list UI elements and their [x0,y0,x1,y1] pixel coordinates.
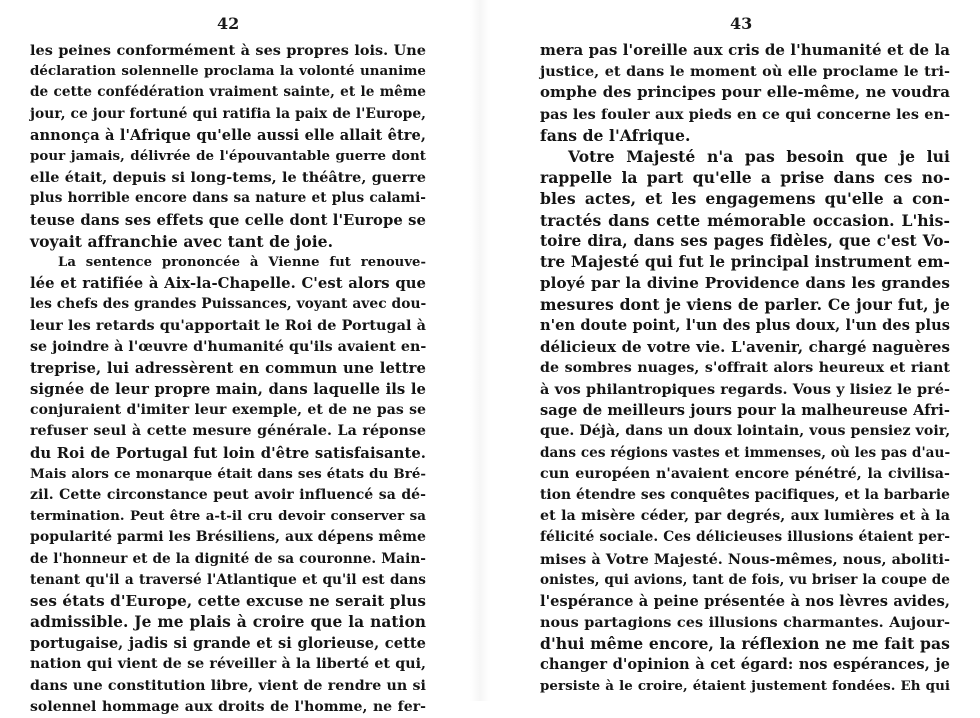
text-line: dans ces régions vastes et immenses, où les pas d'au- [540,444,951,461]
text-line: délicieux de votre vie. L'avenir, chargé naguères [540,337,950,356]
text-line: félicité sociale. Ces délicieuses illusions étaient per- [540,529,950,546]
right-page-number: 43 [730,14,753,33]
text-line: leur les retards qu'apportait le Roi de Portugal à [30,317,426,335]
left-page-number: 42 [217,14,240,33]
text-line: tre Majesté qui fut le principal instrument em- [540,252,950,271]
text-line: jour, ce jour fortuné qui ratifia la paix de l'Europe, [30,105,426,122]
text-line: persiste à le croire, étaient justement fondées. Eh qui [540,677,950,694]
text-line: ses états d'Europe, cette excuse ne serait plus [30,591,426,610]
text-line: que. Déjà, dans un doux lointain, vous pensiez voir, [540,423,951,440]
text-line: l'espérance à peine présentée à nos lèvres avides, [540,592,950,610]
text-line: lée et ratifiée à Aix-la-Chapelle. C'est alors que [30,275,426,293]
text-line: portugaise, jadis si grande et si glorieuse, cette [30,635,426,653]
text-line: sage de meilleurs jours pour la malheureuse Afri- [540,402,950,420]
text-line: cun européen n'avaient encore pénétré, la civilisa- [540,465,950,482]
text-line: omphe des principes pour elle-même, ne voudra [540,83,950,102]
text-line: de cette confédération vraiment sainte, et le même [30,84,426,101]
text-line: mises à Votre Majesté. Nous-mêmes, nous, aboliti- [540,550,951,568]
text-line: fans de l'Afrique. [540,125,691,145]
text-line: se joindre à l'œuvre d'humanité qu'ils avaient en- [30,338,427,355]
text-line: voyait affranchie avec tant de joie. [30,231,334,251]
left-page [0,0,470,715]
right-page [490,0,980,701]
text-line: nous partagions ces illusions charmantes. Aujour- [540,614,950,632]
text-line: toire dira, dans ses pages fidèles, que c'est Vo- [540,231,950,250]
text-line: tractés dans cette mémorable occasion. L'his- [540,210,950,230]
text-line: déclaration solennelle proclama la volonté unanime [30,63,426,80]
book-gutter [470,0,490,701]
text-line: signée de leur propre main, dans laquelle ils le [30,381,426,398]
text-line: du Roi de Portugal fut loin d'être satisfaisante. [30,444,426,462]
text-line: nation qui vient de se réveiller à la liberté et qui, [30,656,426,673]
text-line: treprise, lui adressèrent en commun une lettre [30,359,426,377]
paragraph-start-line: La sentence prononcée à Vienne fut renouve- [58,254,426,270]
text-line: mesures dont je viens de parler. Ce jour fut, je [540,295,950,315]
text-line: dans une constitution libre, vient de rendre un si [30,677,426,694]
text-line: rappelle la part qu'elle a prise dans ces no- [540,168,950,188]
text-line: de l'honneur et de la dignité de sa couronne. Main- [30,550,426,567]
text-line: pas les fouler aux pieds en ce qui concerne les en- [540,105,950,123]
text-line: tion étendre ses conquêtes pacifiques, et la barbarie [540,486,950,503]
text-line: bles actes, et les engagemens qu'elle a con- [540,189,950,209]
text-line: et la misère céder, par degrés, aux lumières et à la [540,508,950,525]
text-line: les chefs des grandes Puissances, voyant avec dou- [30,296,427,313]
text-line: de sombres nuages, s'offrait alors heureux et riant [540,359,950,376]
text-line: changer d'opinion à cet égard: nos espérances, je [540,656,950,674]
text-line: conjuraient d'imiter leur exemple, et de ne pas se [30,402,426,419]
text-line: refuser seul à cette mesure générale. La réponse [30,423,426,440]
text-line: admissible. Je me plais à croire que la nation [30,613,426,632]
text-line: pour jamais, délivrée de l'épouvantable guerre dont [30,147,426,164]
text-line: à vos philantropiques regards. Vous y lisiez le pré- [540,381,950,398]
right-page-text [540,40,950,697]
text-line: justice, et dans le moment où elle proclame le tri- [540,63,950,81]
text-line: plus horrible encore dans sa nature et plus calami- [30,190,426,207]
text-line: elle était, depuis si long-tems, le théâtre, guerre [30,169,426,187]
left-page-text [30,40,426,718]
text-line: mera pas l'oreille aux cris de l'humanité et de la [540,41,950,59]
text-line: zil. Cette circonstance peut avoir influencé sa dé- [30,486,426,503]
text-line: les peines conformément à ses propres lois. Une [30,42,426,59]
paragraph-start-line: Votre Majesté n'a pas besoin que je lui [568,146,950,166]
text-line: solennel hommage aux droits de l'homme, ne fer- [30,698,426,715]
text-line: d'hui même encore, la réflexion ne me fait pas [540,634,950,654]
text-line: ployé par la divine Providence dans les grandes [540,274,950,293]
text-line: termination. Peut être a-t-il cru devoir conserver sa [30,508,426,525]
text-line: Mais alors ce monarque était dans ses états du Bré- [30,465,426,482]
text-line: annonça à l'Afrique qu'elle aussi elle allait être, [30,126,426,144]
text-line: popularité parmi les Brésiliens, aux dépens même [30,529,426,546]
text-line: teuse dans ses effets que celle dont l'Europe se [30,211,426,229]
text-line: onistes, qui avions, tant de fois, vu briser la coupe de [540,571,950,588]
text-line: tenant qu'il a traversé l'Atlantique et qu'il est dans [30,571,426,588]
text-line: n'en doute point, l'un des plus doux, l'un des plus [540,317,950,335]
